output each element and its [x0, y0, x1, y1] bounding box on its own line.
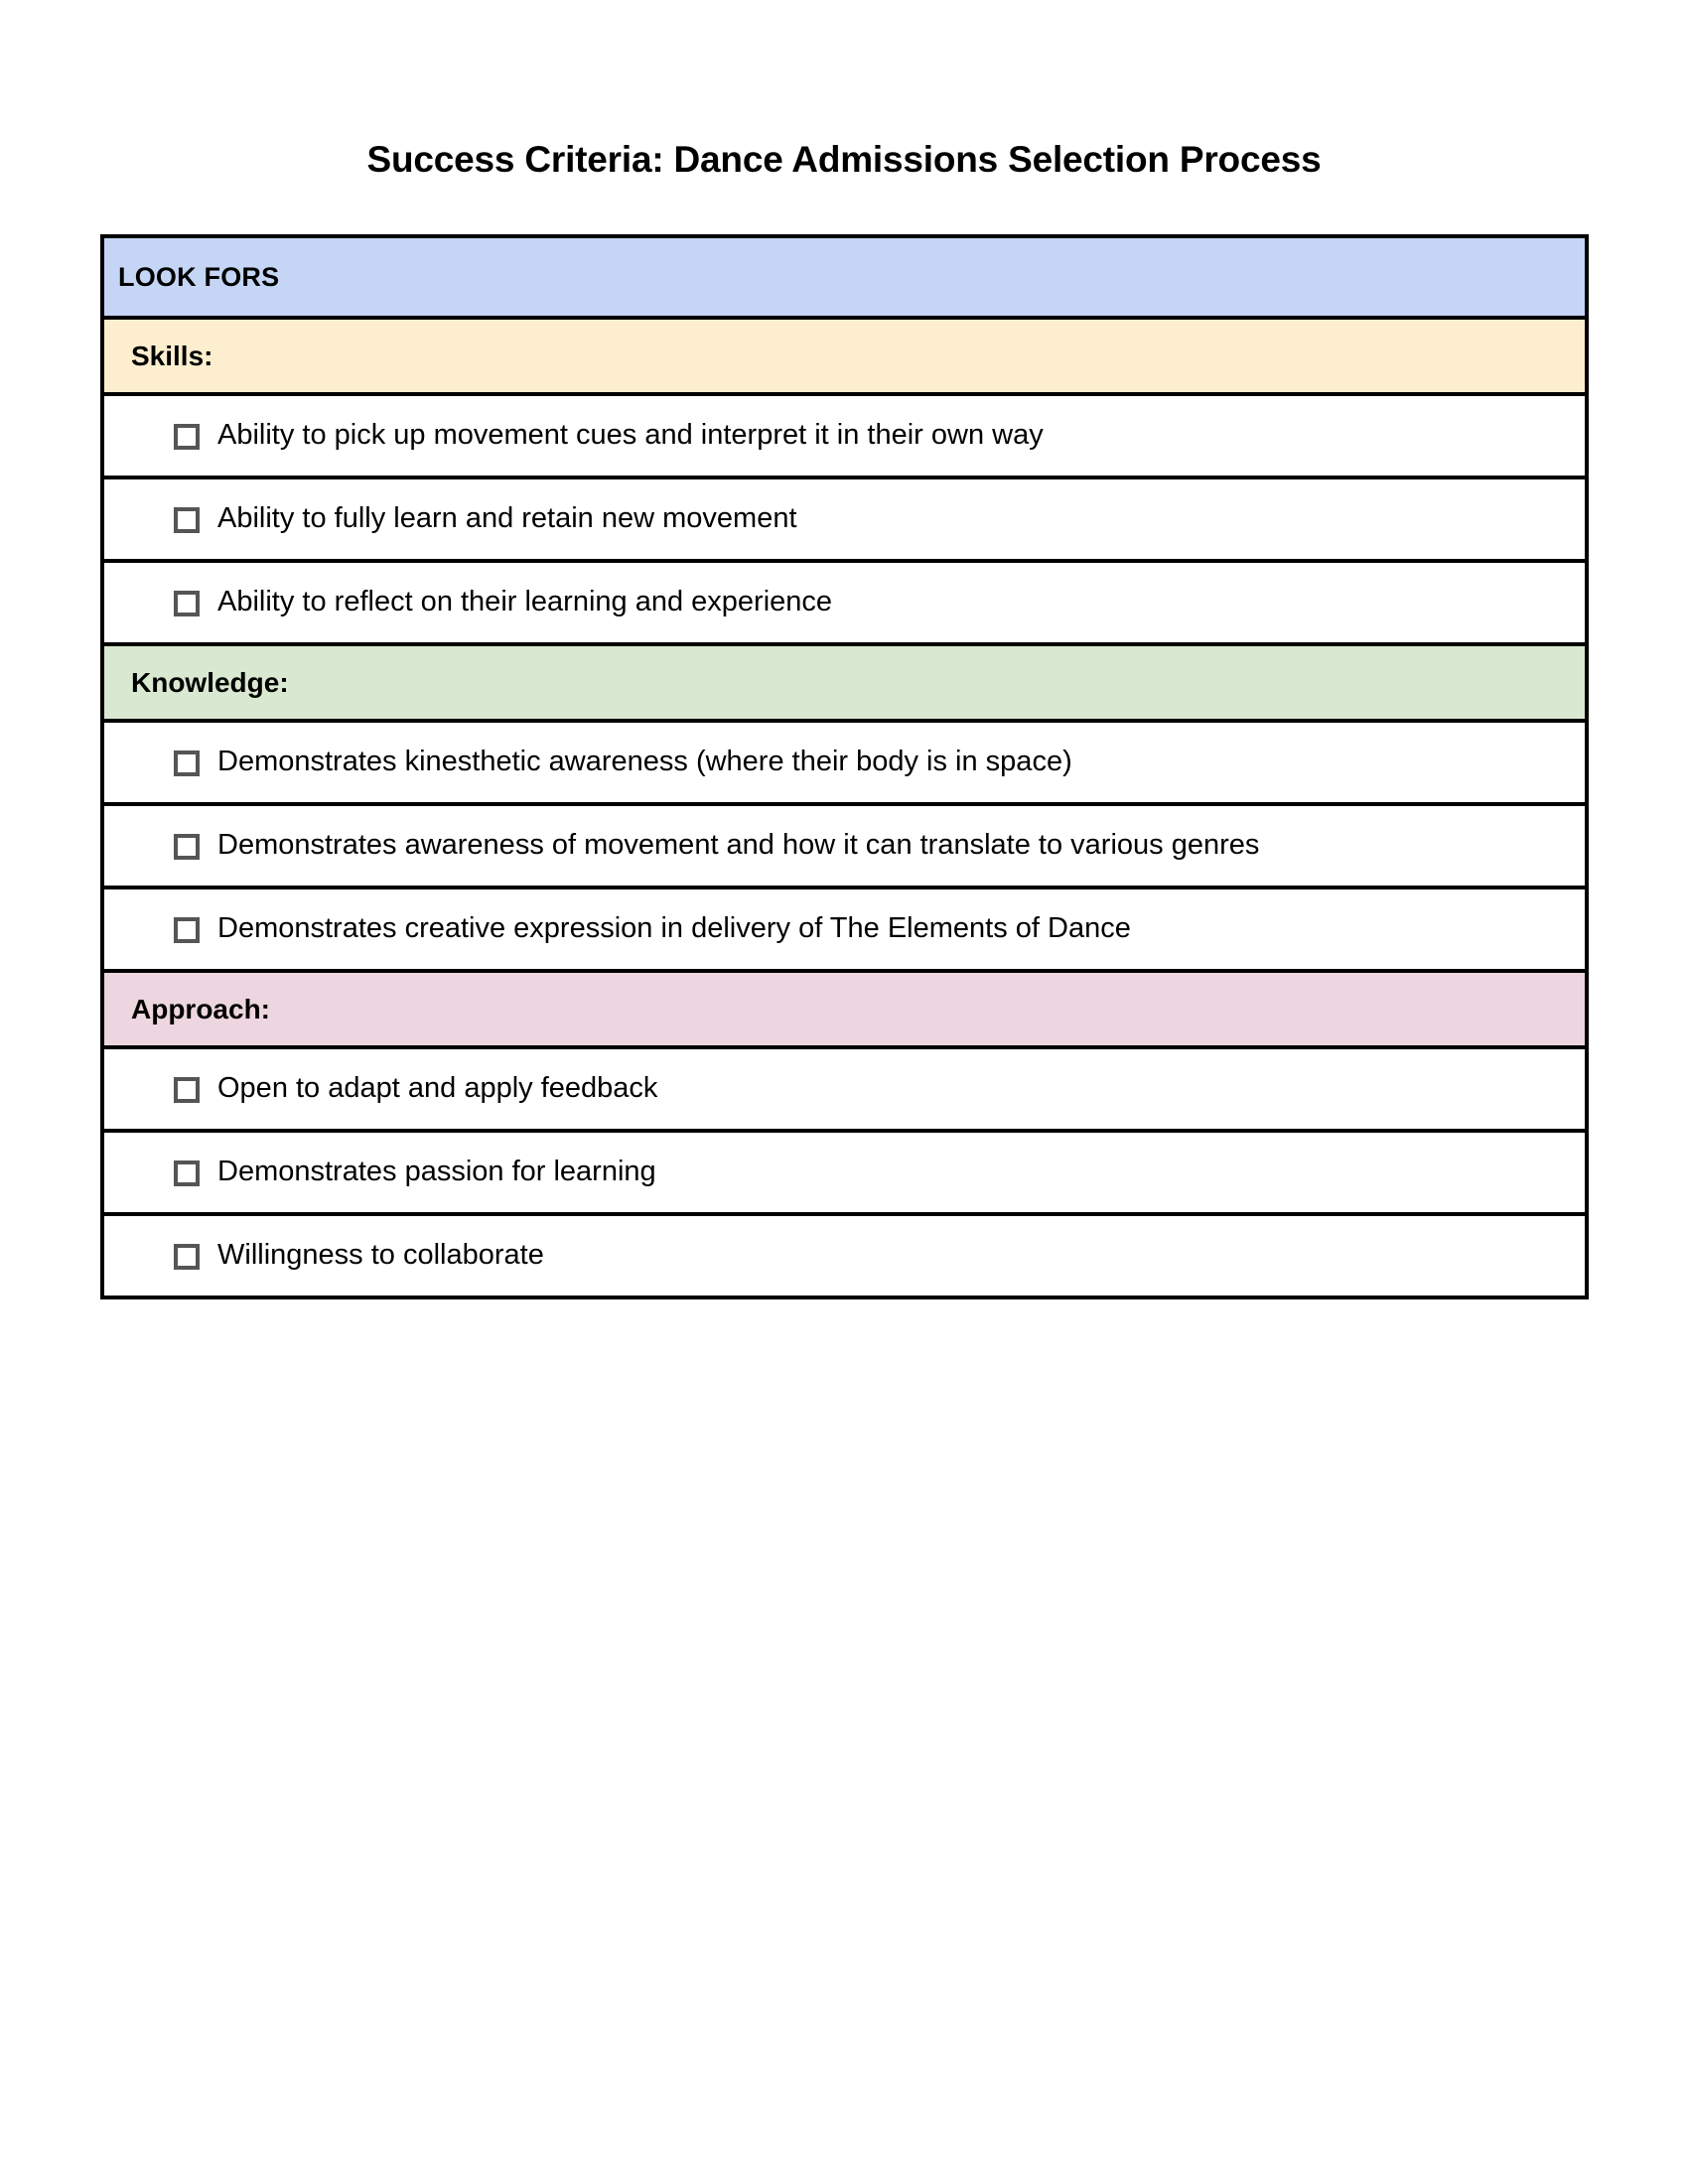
section-label-knowledge: Knowledge: — [131, 666, 289, 698]
criteria-cell — [102, 804, 1587, 887]
criteria-label: Willingness to collaborate — [217, 1239, 544, 1272]
section-label-skills: Skills: — [131, 340, 213, 371]
table-row[interactable] — [102, 804, 1587, 887]
success-criteria-table — [100, 234, 1589, 1299]
table-body — [102, 236, 1587, 1297]
criteria-label: Ability to pick up movement cues and interpret it in their own way — [217, 419, 1044, 452]
criteria-label: Demonstrates creative expression in delivery of The Elements of Dance — [217, 912, 1131, 945]
criteria-cell — [102, 1214, 1587, 1297]
criteria-cell — [102, 561, 1587, 644]
table-row[interactable] — [102, 721, 1587, 804]
unchecked-checkbox-icon[interactable] — [174, 424, 200, 450]
criteria-cell — [102, 394, 1587, 478]
criteria-label: Demonstrates kinesthetic awareness (where their body is in space) — [217, 746, 1072, 778]
section-header-approach — [102, 971, 1587, 1047]
unchecked-checkbox-icon[interactable] — [174, 751, 200, 776]
table-row[interactable] — [102, 561, 1587, 644]
table-row[interactable] — [102, 1047, 1587, 1131]
section-header-knowledge-cell — [102, 644, 1587, 721]
unchecked-checkbox-icon[interactable] — [174, 591, 200, 616]
unchecked-checkbox-icon[interactable] — [174, 1160, 200, 1186]
unchecked-checkbox-icon[interactable] — [174, 834, 200, 860]
table-row[interactable] — [102, 1131, 1587, 1214]
unchecked-checkbox-icon[interactable] — [174, 507, 200, 533]
criteria-cell — [102, 1047, 1587, 1131]
table-header-row — [102, 236, 1587, 318]
criteria-label: Demonstrates awareness of movement and how it can translate to various genres — [217, 829, 1260, 862]
criteria-cell — [102, 721, 1587, 804]
criteria-label: Open to adapt and apply feedback — [217, 1072, 658, 1105]
table-row[interactable] — [102, 887, 1587, 971]
table-row[interactable] — [102, 478, 1587, 561]
table-row[interactable] — [102, 394, 1587, 478]
criteria-cell — [102, 1131, 1587, 1214]
criteria-cell — [102, 887, 1587, 971]
section-header-skills-cell — [102, 318, 1587, 394]
criteria-label: Ability to fully learn and retain new movement — [217, 502, 797, 535]
page-title: Success Criteria: Dance Admissions Selection Process — [366, 139, 1322, 180]
section-header-skills — [102, 318, 1587, 394]
criteria-label: Demonstrates passion for learning — [217, 1156, 656, 1188]
table-row[interactable] — [102, 1214, 1587, 1297]
section-label-approach: Approach: — [131, 993, 270, 1024]
unchecked-checkbox-icon[interactable] — [174, 1244, 200, 1270]
section-header-knowledge — [102, 644, 1587, 721]
unchecked-checkbox-icon[interactable] — [174, 1077, 200, 1103]
criteria-cell — [102, 478, 1587, 561]
criteria-label: Ability to reflect on their learning and experience — [217, 586, 833, 618]
unchecked-checkbox-icon[interactable] — [174, 917, 200, 943]
section-header-approach-cell — [102, 971, 1587, 1047]
look-fors-header-label: LOOK FORS — [118, 261, 280, 292]
look-fors-header-cell — [102, 236, 1587, 318]
